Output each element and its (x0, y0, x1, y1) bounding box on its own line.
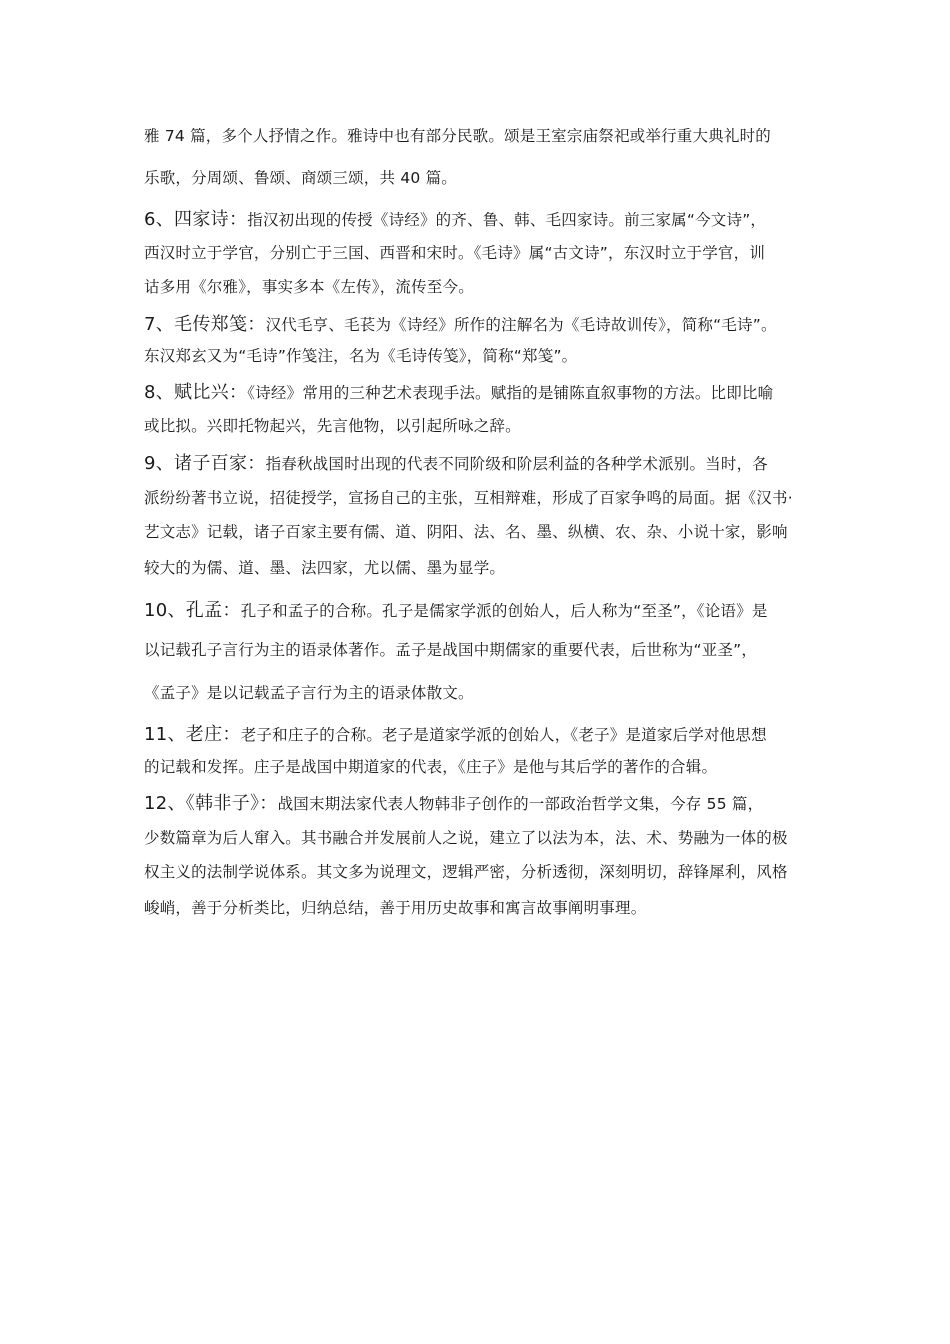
text-line: 派纷纷著书立说，招徒授学，宣扬自己的主张，互相辩难，形成了百家争鸣的局面。据《汉书· (144, 489, 793, 507)
text-line: 《孟子》是以记载孟子言行为主的语录体散文。 (144, 684, 474, 702)
text-line: 少数篇章为后人窜入。其书融合并发展前人之说，建立了以法为本，法、术、势融为一体的极 (144, 829, 788, 847)
text-line: 乐歌，分周颂、鲁颂、商颂三颂，共 40 篇。 (144, 169, 457, 187)
text-line: 雅 74 篇，多个人抒情之作。雅诗中也有部分民歌。颂是王室宗庙祭祀或举行重大典礼时的 (144, 127, 771, 145)
text-line: 艺文志》记载，诸子百家主要有儒、道、阴阳、法、名、墨、纵横、农、杂、小说十家，影响 (144, 523, 788, 541)
text-line: 战国末期法家代表人物韩非子创作的一部政治哲学文集，今存 55 篇， (277, 795, 764, 813)
text-line: 峻峭，善于分析类比，归纳总结，善于用历史故事和寓言故事阐明事理。 (144, 899, 647, 917)
entry-term: 9、诸子百家： (144, 453, 266, 474)
entry-first-line (144, 205, 766, 231)
text-line: 权主义的法制学说体系。其文多为说理文，逻辑严密，分析透彻，深刻明切，辞锋犀利，风格 (144, 863, 788, 881)
text-line: 老子和庄子的合称。老子是道家学派的创始人，《老子》是道家后学对他思想 (240, 726, 767, 744)
text-line: 西汉时立于学官，分别亡于三国、西晋和宋时。《毛诗》属“古文诗”，东汉时立于学官，训 (144, 244, 766, 262)
text-line: 孔子和孟子的合称。孔子是儒家学派的创始人，后人称为“至圣”，《论语》是 (240, 602, 768, 620)
entry-first-line (144, 378, 773, 404)
text-line: 汉代毛亨、毛苌为《诗经》所作的注解名为《毛诗故训传》，简称“毛诗”。 (265, 316, 777, 334)
entry-term: 10、孔孟： (144, 600, 241, 621)
text-line: 《诗经》常用的三种艺术表现手法。赋指的是铺陈直叙事物的方法。比即比喻 (247, 384, 774, 402)
text-line: 指春秋战国时出现的代表不同阶级和阶层利益的各种学术派别。当时，各 (265, 455, 768, 473)
entry-first-line (144, 310, 777, 336)
text-line: 指汉初出现的传授《诗经》的齐、鲁、韩、毛四家诗。前三家属“今文诗”， (247, 211, 767, 229)
text-line: 较大的为儒、道、墨、法四家，尤以儒、墨为显学。 (144, 559, 506, 577)
text-line: 东汉郑玄又为“毛诗”作笺注，名为《毛诗传笺》，简称“郑笺”。 (144, 347, 578, 365)
entry-term: 6、四家诗： (144, 209, 248, 230)
entry-first-line (144, 596, 768, 622)
text-line: 或比拟。兴即托物起兴，先言他物，以引起所咏之辞。 (144, 417, 521, 435)
text-line: 诂多用《尔雅》，事实多本《左传》，流传至今。 (144, 278, 474, 296)
entry-term: 11、老庄： (144, 724, 241, 745)
entry-first-line (144, 449, 768, 475)
entry-term: 12、《韩非子》： (144, 793, 278, 814)
entry-term: 8、赋比兴： (144, 382, 248, 403)
entry-first-line (144, 789, 763, 815)
text-line: 以记载孔子言行为主的语录体著作。孟子是战国中期儒家的重要代表，后世称为“亚圣”， (144, 641, 758, 659)
entry-term: 7、毛传郑笺： (144, 314, 266, 335)
text-line: 的记载和发挥。庄子是战国中期道家的代表，《庄子》是他与其后学的著作的合辑。 (144, 758, 718, 776)
entry-first-line (144, 720, 767, 746)
